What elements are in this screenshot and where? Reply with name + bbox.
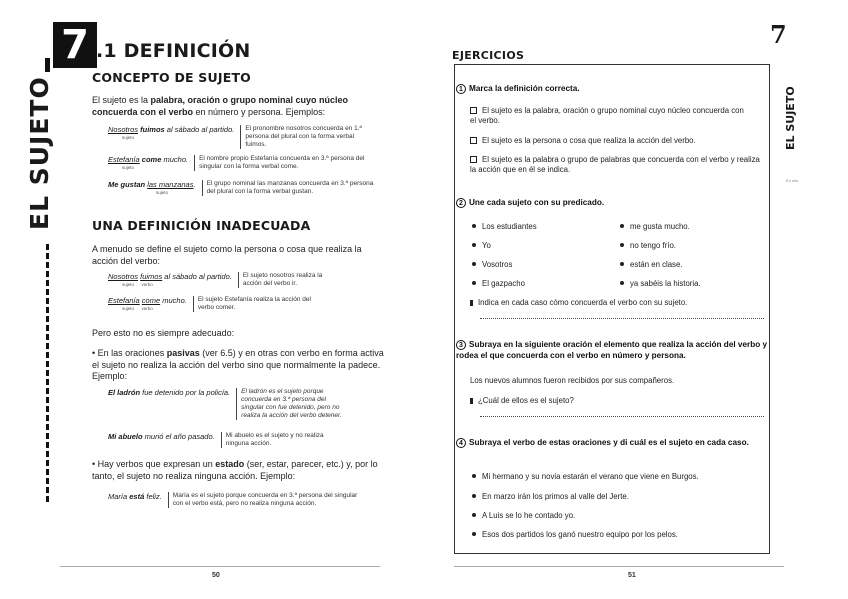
q2-instruction: Indica en cada caso cómo concuerda el verbo con su sujeto.	[470, 298, 760, 308]
q4-item[interactable]: A Luis se lo he contado yo.	[472, 511, 575, 521]
q4-item[interactable]: Esos dos partidos los ganó nuestro equipo por los pelos.	[472, 530, 678, 540]
q1-option-3[interactable]: El sujeto es la palabra o grupo de palabras que concuerda con el verbo y realiza la acción que en él se indica.	[470, 155, 760, 174]
side-label: EL SUJETO	[784, 86, 797, 150]
q1-option-2[interactable]: El sujeto es la persona o cosa que realiza la acción del verbo.	[470, 136, 760, 146]
bullet-pasivas: • En las oraciones pasivas (ver 6.5) y en otras con verbo en forma activa el sujeto no realiza la acción del verbo sino que normalmente la padece. Ejemplo:	[92, 348, 384, 381]
q1-option-1[interactable]: El sujeto es la palabra, oración o grupo nominal cuyo núcleo concuerda con el verbo.	[470, 106, 744, 125]
checkbox-icon[interactable]	[470, 107, 477, 114]
q3-question: ¿Cuál de ellos es el sujeto?	[470, 396, 760, 406]
q3-sentence: Los nuevos alumnos fueron recibidos por sus compañeros.	[470, 376, 675, 385]
footer-rule-right	[454, 566, 784, 567]
side-small-text: En mis	[786, 178, 799, 183]
answer-line[interactable]	[480, 416, 764, 417]
spine-label: EL SUJETO	[24, 76, 54, 230]
q2-right-item[interactable]: están en clase.	[620, 260, 682, 270]
q2-left-item[interactable]: Los estudiantes	[472, 222, 537, 232]
q2-title: 2 Une cada sujeto con su predicado.	[456, 198, 766, 209]
right-page	[424, 0, 848, 599]
page-number-right: 51	[628, 572, 636, 579]
chapter-number-right: 7	[770, 20, 787, 49]
q2-right-item[interactable]: me gusta mucho.	[620, 222, 690, 232]
example-ladron: El ladrón fue detenido por la policía. El ladrón es el sujeto porque concuerda en 3.ª persona del singular con fue detenido, pero no realiza la acción del verbo detener.	[108, 388, 344, 420]
example-nosotros: Nosotros fuimos al sábado al partido. sujeto El pronombre nosotros concuerda en 1.ª persona del plural con la forma verbal fuimos.	[108, 125, 368, 149]
q2-left-item[interactable]: Vosotros	[472, 260, 512, 270]
example2-estefania: Estefanía come mucho. sujeto verbo El sujeto Estefanía realiza la acción del verbo comer.	[108, 296, 323, 312]
example2-nosotros: Nosotros fuimos al sábado al partido. sujeto verbo El sujeto nosotros realiza la acción del verbo ir.	[108, 272, 330, 288]
answer-line[interactable]	[480, 318, 764, 319]
q1-title: 1 Marca la definición correcta.	[456, 84, 766, 95]
section-title-inadecuada: UNA DEFINICIÓN INADECUADA	[92, 218, 311, 233]
example-maria: María está feliz. María es el sujeto porque concuerda en 3.ª persona del singular con el verbo está, pero no realiza ninguna acción.	[108, 492, 368, 508]
q4-title: 4 Subraya el verbo de estas oraciones y di cuál es el sujeto en cada caso.	[456, 438, 768, 449]
not-always-text: Pero esto no es siempre adecuado:	[92, 328, 235, 338]
example-manzanas: Me gustan las manzanas. sujeto El grupo nominal las manzanas concuerda en 3.ª persona del plural con la forma verbal gustan.	[108, 180, 374, 195]
example-abuelo: Mi abuelo murió el año pasado. Mi abuelo es el sujeto y no realiza ninguna acción.	[108, 432, 331, 448]
q4-item[interactable]: En marzo irán los primos al valle del Jerte.	[472, 492, 629, 502]
intro-paragraph: El sujeto es la palabra, oración o grupo nominal cuyo núcleo concuerda con el verbo en número y persona. Ejemplos:	[92, 95, 349, 117]
q4-item[interactable]: Mi hermano y su novia estarán el verano que viene en Burgos.	[472, 472, 699, 482]
checkbox-icon[interactable]	[470, 137, 477, 144]
footer-rule-left	[60, 566, 380, 567]
chapter-title: .1 DEFINICIÓN	[96, 40, 251, 62]
q2-left-item[interactable]: Yo	[472, 241, 491, 251]
spine-dashed-line	[46, 244, 49, 502]
q3-title: 3 Subraya en la siguiente oración el elemento que realiza la acción del verbo y rodea el que concuerda con el verbo en número y persona.	[456, 340, 768, 360]
q2-left-item[interactable]: El gazpacho	[472, 279, 525, 289]
q2-right-item[interactable]: no tengo frío.	[620, 241, 676, 251]
chapter-number-box: 7	[53, 22, 97, 68]
checkbox-icon[interactable]	[470, 156, 477, 163]
inadequate-paragraph: A menudo se define el sujeto como la persona o cosa que realiza la acción del verbo:	[92, 244, 362, 266]
section-title-concepto: CONCEPTO DE SUJETO	[92, 70, 252, 85]
q2-right-item[interactable]: ya sabéis la historia.	[620, 279, 701, 289]
ejercicios-heading: EJERCICIOS	[452, 49, 525, 62]
page-number-left: 50	[212, 572, 220, 579]
example-estefania: Estefanía come mucho. sujeto El nombre propio Estefanía concuerda en 3.ª persona del singular con la forma verbal come.	[108, 155, 374, 171]
bullet-estado: • Hay verbos que expresan un estado (ser, estar, parecer, etc.) y, por lo tanto, el sujeto no realiza ninguna acción. Ejemplo:	[92, 459, 378, 481]
